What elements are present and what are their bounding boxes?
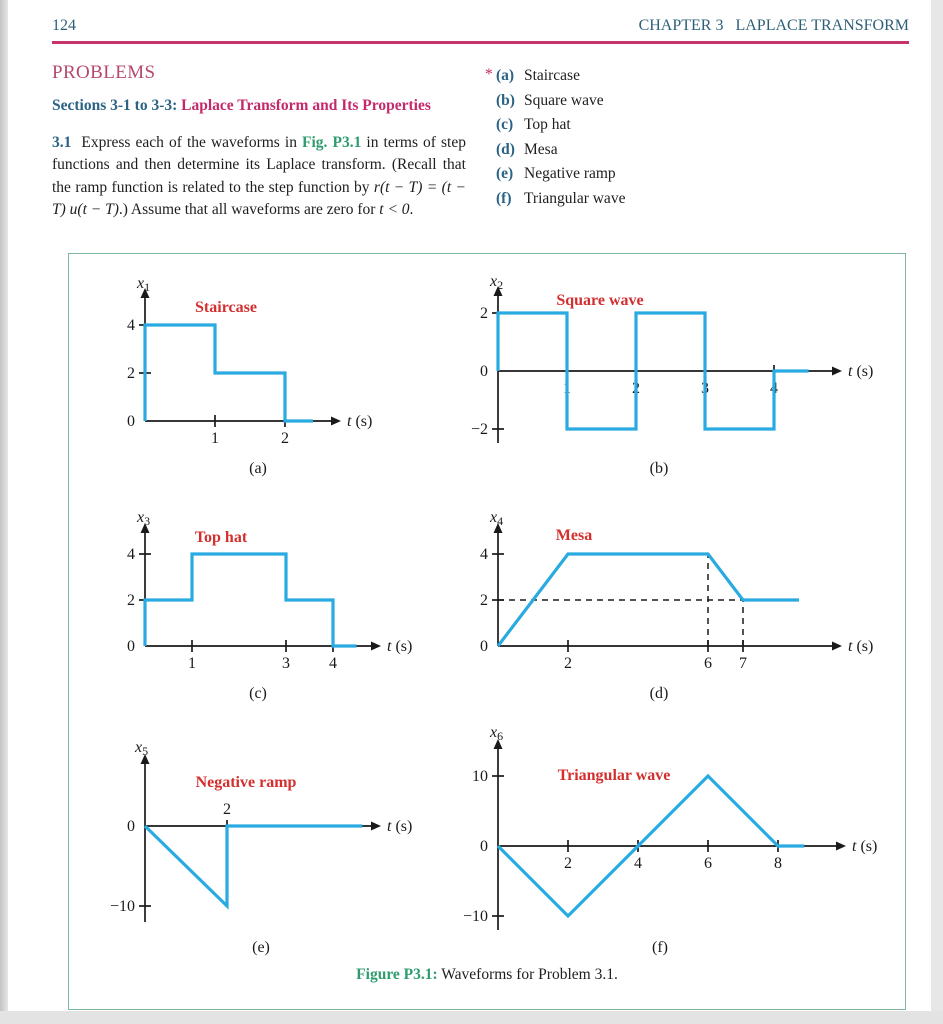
x-axis-label: t (s) [852,838,878,855]
list-letter-d: (d) [496,140,515,158]
list-item-f [485,189,815,208]
x-tick-label: 3 [701,380,709,397]
left-column [52,62,466,222]
y-tick-label: −10 [464,908,488,925]
problem-text-3: .) Assume that all waveforms are zero for [118,201,380,219]
list-letter-e: (e) [496,165,514,182]
y-tick-label: 0 [127,818,135,835]
section-heading [52,97,466,115]
y-tick-label: 2 [127,592,135,609]
y-tick-label: 10 [472,768,488,785]
plot-staircase [79,266,479,486]
problem-text-4: . [409,201,414,219]
y-tick-label: 0 [480,638,488,655]
plot-e-svg [79,724,479,964]
star-marker: * [485,66,493,83]
y-axis-label: x1 [137,275,151,294]
x-axis-label: t (s) [387,638,413,655]
plot-caption: (d) [649,685,669,702]
x-tick-label: 4 [329,655,337,672]
list-letter-a: (a) [496,67,515,84]
figure-reference: Fig. P3.1 [302,134,362,151]
x-tick-label: 2 [281,430,289,447]
plot-square-wave [464,266,905,486]
waveform-e [145,826,362,906]
y-tick-label: 0 [127,638,135,655]
y-tick-label: −2 [470,421,488,438]
problem-text-2: in terms of step functions and then determine its Laplace transform. (Recall that the ramp function is related to the step function by [52,134,466,196]
x-tick-label: 1 [188,655,196,672]
plot-caption: (e) [252,939,270,956]
x-axis-label: t (s) [848,363,874,380]
list-text-a: Staircase [524,67,580,84]
y-tick-label: 0 [480,363,488,380]
figure-caption-text: Waveforms for Problem 3.1. [437,966,618,983]
x-tick-label: 8 [774,855,782,872]
x-axis-arrow [836,842,846,851]
x-axis-label: t (s) [347,413,373,430]
figure-caption-label: Figure P3.1: [356,966,438,983]
problems-heading: PROBLEMS [52,62,156,83]
figure-caption [69,966,905,984]
waveform-a [145,325,313,421]
x-axis-arrow [832,642,842,651]
book-page [8,0,931,1011]
y-axis-label: x5 [135,739,149,758]
plot-title: Top hat [194,529,248,546]
plot-d-svg [464,496,905,706]
page-edge-bottom [0,1011,943,1024]
plot-caption: (c) [249,685,267,702]
page-edge-left [0,0,8,1024]
list-item-e [485,164,815,183]
list-text-c: Top hat [524,116,571,133]
list-text-d: Mesa [524,140,558,158]
x-tick-label: 6 [704,655,712,672]
section-title: Laplace Transform and Its Properties [181,97,431,114]
list-letter-f: (f) [496,189,512,207]
list-text-f: Triangular wave [524,189,626,207]
plot-caption: (f) [652,939,668,956]
ramp-formula: r(t − T) = (t − T) u(t − T) [52,178,466,219]
y-tick-label: 2 [480,592,488,609]
y-tick-label: 4 [480,546,488,563]
plot-c-svg [79,496,479,706]
x-tick-label: 4 [770,380,778,397]
t-less-than-zero: t < 0 [379,201,410,219]
plot-caption: (a) [249,460,267,477]
x-tick-label: 1 [211,430,219,447]
plot-mesa [464,496,905,711]
y-tick-label: 4 [127,317,135,334]
y-axis-label: x3 [137,509,151,528]
x-tick-label: 2 [632,380,640,397]
y-tick-label: 0 [127,413,135,430]
plot-title: Square wave [556,292,644,309]
plot-title: Negative ramp [195,774,297,791]
x-tick-label: 4 [634,855,642,872]
section-label: Sections 3-1 to 3-3: [52,97,178,114]
figure-p3-1-box [68,253,906,1010]
x-tick-label: 2 [564,855,572,872]
x-tick-label: 1 [563,380,571,397]
y-tick-label: 2 [480,305,488,322]
x-tick-label: 6 [704,855,712,872]
x-tick-label: 2 [223,801,231,818]
plot-title: Triangular wave [557,767,671,784]
waveform-list [485,66,815,213]
y-tick-label: 2 [127,365,135,382]
x-axis-label: t (s) [848,638,874,655]
waveform-c [145,554,357,646]
list-item-c [485,115,815,134]
x-axis-arrow [331,417,341,426]
x-tick-label: 7 [739,655,747,672]
page-edge-right [931,0,943,1024]
list-text-b: Square wave [524,91,604,109]
problem-number: 3.1 [52,134,72,151]
plot-f-svg [464,724,905,964]
plot-caption: (b) [649,460,669,477]
plot-title: Staircase [195,299,257,316]
list-letter-b: (b) [496,91,515,109]
plot-b-svg [464,266,905,481]
y-tick-label: 4 [127,546,135,563]
chapter-header: CHAPTER 3 LAPLACE TRANSFORM [638,17,909,34]
plot-triangular-wave [464,724,905,969]
y-axis-label: x2 [490,273,504,292]
x-axis-arrow [832,367,842,376]
plot-top-hat [79,496,479,711]
x-axis-label: t (s) [387,818,413,835]
y-axis-label: x6 [490,724,504,743]
problem-text-1: Express each of the waveforms in [81,134,303,151]
list-item-a [485,66,815,85]
problem-statement [52,132,466,222]
y-tick-label: −10 [109,898,135,915]
x-tick-label: 2 [564,655,572,672]
x-axis-arrow [371,642,381,651]
list-item-b [485,91,815,110]
list-letter-c: (c) [496,116,514,133]
x-tick-label: 3 [282,655,290,672]
plot-a-svg [79,266,479,481]
list-item-d [485,140,815,159]
y-tick-label: 0 [480,838,488,855]
page-number: 124 [52,17,76,34]
x-axis-arrow [371,822,381,831]
plot-negative-ramp [79,724,479,969]
y-axis-label: x4 [490,509,504,528]
plot-title: Mesa [555,527,593,544]
list-text-e: Negative ramp [524,165,616,182]
header-rule [52,41,909,44]
